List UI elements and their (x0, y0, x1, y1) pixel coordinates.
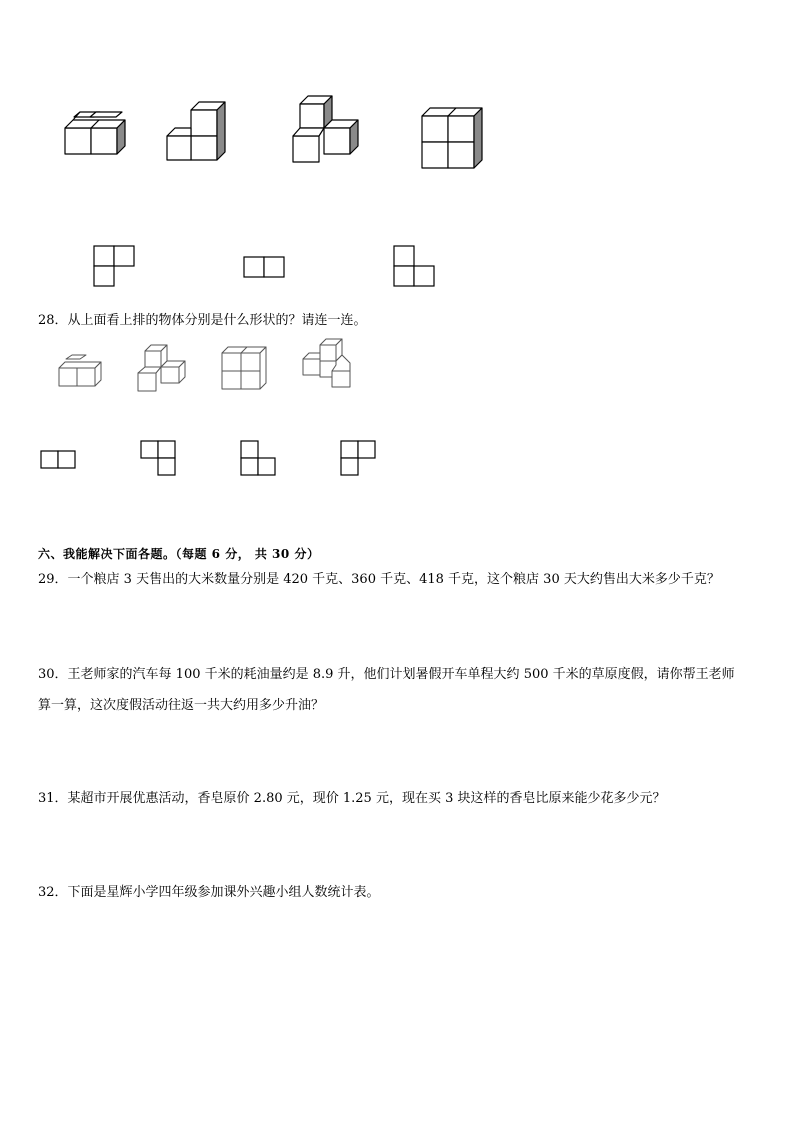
solid-g-icon (220, 345, 268, 391)
view-h-icon (340, 440, 378, 478)
solid-e-icon (56, 355, 102, 391)
question-30-line-1: 30．王老师家的汽车每 100 千米的耗油量约是 8.9 升，他们计划暑假开车单程大约 500 千米的草原度假，请你帮王老师 (38, 667, 735, 682)
question-29: 29．一个粮店 3 天售出的大米数量分别是 420 千克、360 千克、418 千克，这个粮店 30 天大约售出大米多少千克？ (38, 572, 720, 587)
solid-c-icon (290, 94, 362, 164)
question-31: 31．某超市开展优惠活动，香皂原价 2.80 元，现价 1.25 元，现在买 3 块这样的香皂比原来能少花多少元？ (38, 791, 666, 806)
question-32: 32．下面是星辉小学四年级参加课外兴趣小组人数统计表。 (38, 885, 380, 900)
top-view-3-icon (393, 245, 437, 289)
solid-b-icon (165, 100, 235, 162)
solid-f-icon (135, 343, 187, 395)
top-view-2-icon (243, 256, 287, 278)
top-view-1-icon (93, 245, 137, 289)
solid-d-icon (420, 106, 484, 170)
view-g-icon (240, 440, 278, 478)
section-six-heading: 六、我能解决下面各题。（每题 6 分， 共 30 分） (38, 547, 320, 561)
view-e-icon (40, 450, 78, 470)
question-28: 28．从上面看上排的物体分别是什么形状的？请连一连。 (38, 313, 367, 328)
solid-a-icon (60, 112, 130, 162)
view-f-icon (140, 440, 178, 478)
question-30-line-2: 算一算，这次度假活动往返一共大约用多少升油？ (38, 698, 325, 713)
solid-h-icon (300, 337, 354, 391)
